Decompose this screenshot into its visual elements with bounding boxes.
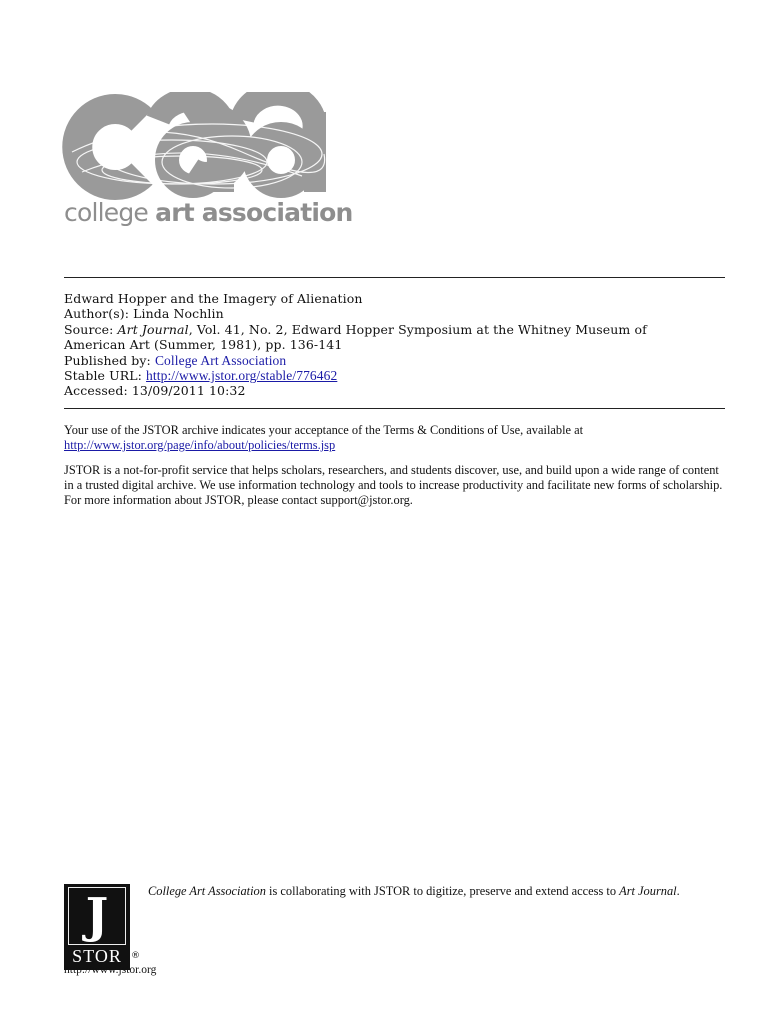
jstor-description: JSTOR is a not-for-profit service that helps scholars, researchers, and students discover, use, and build upon a wide range of content in a trusted digital archive. We use information technology and tools to increase productivity and facilitate new forms of scholarship. For more information about JSTOR, please contact support@jstor.org. — [64, 463, 723, 507]
jstor-logo-word: STOR — [72, 946, 122, 966]
jstor-url: http://www.jstor.org — [64, 964, 157, 976]
stable-url-link[interactable]: http://www.jstor.org/stable/776462 — [146, 368, 338, 384]
caa-logo-mark — [62, 92, 326, 202]
source-line: Source: Art Journal, Vol. 41, No. 2, Edward Hopper Symposium at the Whitney Museum of — [64, 321, 647, 337]
top-divider — [64, 277, 725, 278]
accessed-line: Accessed: 13/09/2011 10:32 — [64, 383, 246, 399]
terms-block — [64, 423, 729, 518]
published-line: Published by: College Art Association — [64, 352, 287, 368]
author-line: Author(s): Linda Nochlin — [64, 306, 224, 322]
terms-link[interactable]: http://www.jstor.org/page/info/about/policies/terms.jsp — [64, 438, 336, 452]
jstor-logo — [64, 884, 130, 970]
stable-url-line: Stable URL: http://www.jstor.org/stable/776462 — [64, 368, 338, 384]
caa-logo-wordmark: college art association — [64, 198, 353, 227]
source-line-2: American Art (Summer, 1981), pp. 136-141 — [64, 337, 343, 353]
jstor-j-emblem: J — [68, 887, 126, 945]
article-title: Edward Hopper and the Imagery of Alienation — [64, 291, 363, 306]
citation-block — [64, 291, 729, 399]
footer — [64, 882, 764, 982]
bottom-divider — [64, 408, 725, 409]
collaboration-statement: College Art Association is collaborating with JSTOR to digitize, preserve and extend access to Art Journal. — [148, 884, 680, 898]
terms-notice: Your use of the JSTOR archive indicates your acceptance of the Terms & Conditions of Use, available at http://www.jstor.org/page/info/about/policies/terms.jsp — [64, 423, 584, 452]
publisher-link[interactable]: College Art Association — [154, 352, 287, 368]
registered-mark: ® — [131, 951, 140, 961]
